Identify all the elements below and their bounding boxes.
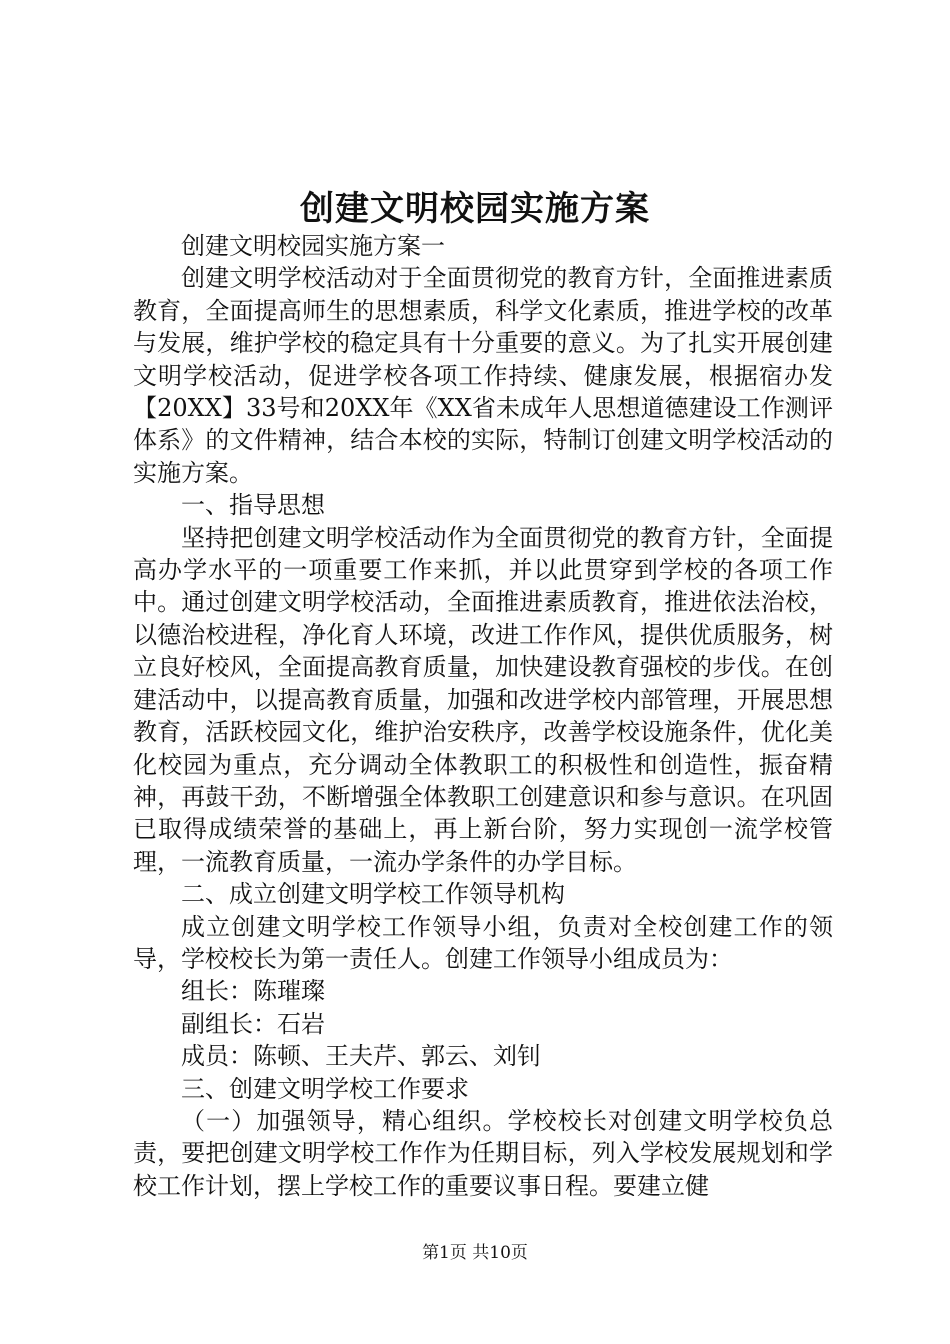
- document-title: 创建文明校园实施方案: [300, 189, 650, 229]
- document-body: [133, 230, 833, 1202]
- paragraph: （一）加强领导，精心组织。学校校长对创建文明学校负总责，要把创建文明学校工作作为任期目标，列入学校发展规划和学校工作计划，摆上学校工作的重要议事日程。要建立健: [133, 1106, 833, 1200]
- paragraph: 副组长：石岩: [181, 1009, 325, 1038]
- paragraph: 创建文明校园实施方案一: [181, 232, 445, 260]
- paragraph: 创建文明学校活动对于全面贯彻党的教育方针，全面推进素质教育，全面提高师生的思想素质，科学文化素质，推进学校的改革与发展，维护学校的稳定具有十分重要的意义。为了扎实开展创建文明学校活动，促进学校各项工作持续、健康发展，根据宿办发【20XX】33号和20XX年《XX省未成年人思想道德建设工作测评体系》的文件精神，结合本校的实际，特制订创建文明学校活动的实施方案。: [133, 264, 833, 487]
- paragraph: 坚持把创建文明学校活动作为全面贯彻党的教育方针，全面提高办学水平的一项重要工作来抓，并以此贯穿到学校的各项工作中。通过创建文明学校活动，全面推进素质教育，推进依法治校，以德治校进程，净化育人环境，改进工作作风，提供优质服务，树立良好校风，全面提高教育质量，加快建设教育强校的步伐。在创建活动中，以提高教育质量，加强和改进学校内部管理，开展思想教育，活跃校园文化，维护治安秩序，改善学校设施条件，优化美化校园为重点，充分调动全体教职工的积极性和创造性，振奋精神，再鼓干劲，不断增强全体教职工创建意识和参与意识。在巩固已取得成绩荣誉的基础上，再上新台阶，努力实现创一流学校管理，一流教育质量，一流办学条件的办学目标。: [133, 523, 833, 876]
- paragraph: 成立创建文明学校工作领导小组，负责对全校创建工作的领导，学校校长为第一责任人。创建工作领导小组成员为：: [133, 912, 833, 973]
- section-heading: 三、创建文明学校工作要求: [181, 1074, 469, 1103]
- paragraph: 组长：陈璀璨: [181, 977, 325, 1006]
- paragraph: 成员：陈顿、王夫芹、郭云、刘钊: [181, 1042, 541, 1071]
- page-footer: 第1页 共10页: [422, 1243, 528, 1263]
- section-heading: 二、成立创建文明学校工作领导机构: [181, 880, 565, 909]
- section-heading: 一、指导思想: [181, 491, 325, 520]
